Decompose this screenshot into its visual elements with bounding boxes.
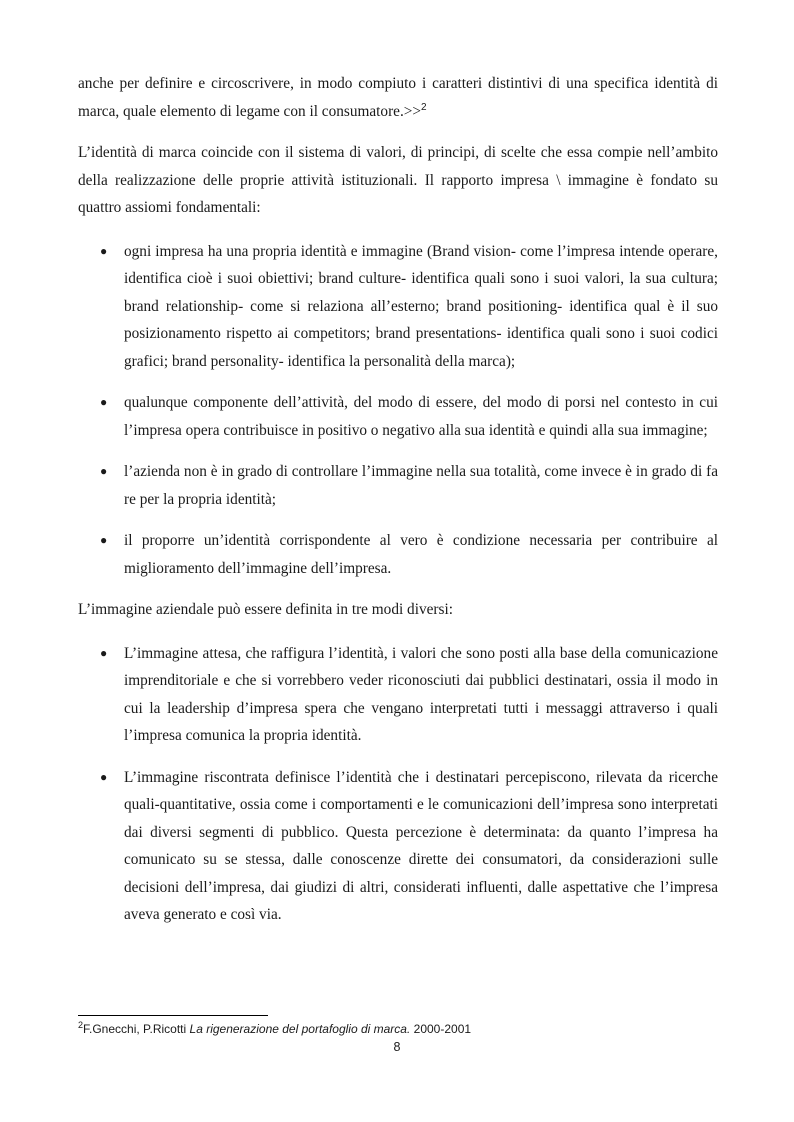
document-body [78,70,718,943]
footnote-title: La rigenerazione del portafoglio di marca. [189,1022,411,1036]
bullet-icon: ● [100,533,108,547]
bullet-icon: ● [100,243,108,258]
list-item: ● qualunque componente dell’attività, del modo di essere, del modo di porsi nel contesto in cui l’impresa opera contribuisce in positivo o negativo alla sua identità e quindi alla sua immagine; [78,389,718,444]
list-item: ● l’azienda non è in grado di controllare l’immagine nella sua totalità, come invece è in grado di fa re per la propria identità; [78,458,718,513]
list-item: ● ogni impresa ha una propria identità e immagine (Brand vision- come l’impresa intende operare, identifica cioè i suoi obiettivi; brand culture- identifica quali sono i suoi valori, la sua cultura; brand relationship- come si relaziona all’esterno; brand positioning- identifica qual è il suo posizionamento rispetto ai competitors; brand presentations- identifica quali sono i suoi codici grafici; brand personality- identifica la personalità della marca); [78,238,718,376]
footnote-year: 2000-2001 [410,1022,472,1036]
bullet-icon: ● [100,395,108,409]
bullet-icon: ● [100,464,108,478]
paragraph-continuation: anche per definire e circoscrivere, in modo compiuto i caratteri distintivi di una specifica identità di marca, quale elemento di legame con il consumatore.>>$^2$ [78,75,718,120]
footnote-reference[interactable]: 2 [421,101,427,113]
list-item: ● L’immagine attesa, che raffigura l’identità, i valori che sono posti alla base della comunicazione imprenditoriale e che si vorrebbero veder riconosciuti dai pubblici destinatari, ossia il modo in cui la leadership d’impresa spera che vengano interpretati tutti i messaggi attraverso i quali l’impresa comunica la propria identità. [78,640,718,750]
list-item: ● il proporre un’identità corrispondente al vero è condizione necessaria per contribuire al miglioramento dell’immagine dell’impresa. [78,527,718,582]
bullet-icon: ● [100,645,108,660]
footnote [78,1022,471,1036]
footnote-authors: F.Gnecchi, P.Ricotti [83,1022,190,1036]
paragraph-brand-identity: L’identità di marca coincide con il sistema di valori, di principi, di scelte che essa compie nell’ambito della realizzazione delle proprie attività istituzionali. Il rapporto impresa \ immagine è fondato su quattro assiomi fondamentali: [78,144,718,216]
page-number: 8 [393,1040,401,1054]
image-types-list [78,640,718,929]
footnote-divider [78,1015,268,1016]
footnote-number: 2 [78,1020,84,1030]
paragraph-corporate-image: L’immagine aziendale può essere definita in tre modi diversi: [78,601,453,618]
axioms-list [78,238,718,583]
list-item: ● L’immagine riscontrata definisce l’identità che i destinatari percepiscono, rilevata da ricerche quali-quantitative, ossia come i comportamenti e le comunicazioni dell’impresa sono interpretati dai diversi segmenti di pubblico. Questa percezione è determinata: da quanto l’impresa ha comunicato su se stessa, dalle conoscenze dirette dei consumatori, da considerazioni sulle decisioni dell’impresa, dai giudizi di altri, considerati influenti, dalle aspettative che l’impresa aveva generato e così via. [78,764,718,929]
bullet-icon: ● [100,769,108,784]
